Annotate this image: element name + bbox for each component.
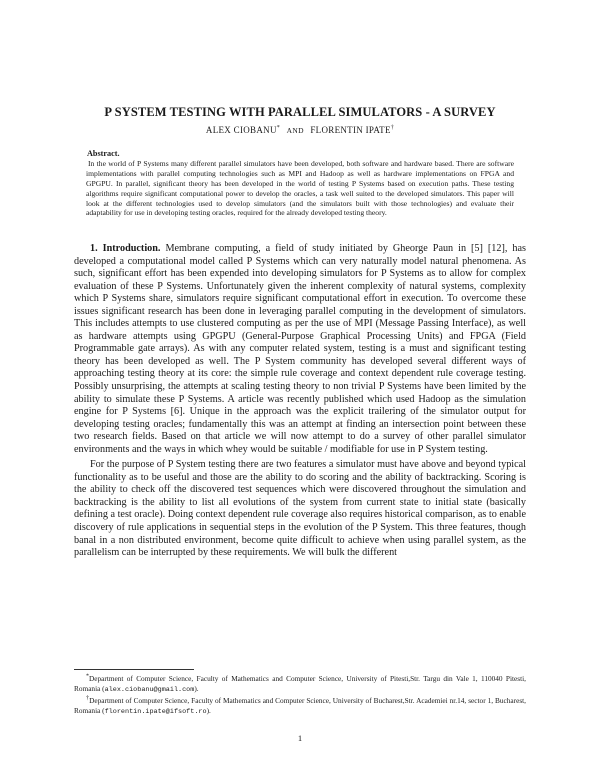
footnote-email: florentin.ipate@ifsoft.ro: [104, 707, 207, 716]
author-name: ALEX CIOBANU: [205, 125, 277, 135]
footnote-text: Department of Computer Science, Faculty of Mathematics and Computer Science, University of Bucharest,Str. Academiei nr.14, sector 1, Bucharest, Romania (: [74, 696, 527, 715]
paper-title: P SYSTEM TESTING WITH PARALLEL SIMULATORS - A SURVEY: [104, 105, 496, 119]
body-paragraph: [74, 243, 526, 456]
footnote: [74, 674, 526, 695]
footnotes: [74, 674, 526, 717]
footnote-end: ).: [206, 705, 211, 715]
footnote-text: Department of Computer Science, Faculty of Mathematics and Computer Science, University of Pitesti,Str. Targu din Vale 1, 110040 Pitesti, Romania (: [74, 674, 526, 693]
author-name: FLORENTIN IPATE: [310, 125, 391, 135]
section-heading: 1. Introduction.: [90, 243, 161, 254]
author-footnote-mark: †: [390, 125, 395, 131]
footnote: [74, 696, 526, 717]
footnote-mark: †: [86, 695, 90, 702]
author-footnote-mark: *: [276, 125, 281, 131]
abstract-heading: Abstract.: [87, 149, 120, 158]
author-line: [0, 125, 600, 135]
footnote-email: alex.ciobanu@gmail.com: [104, 685, 195, 694]
footnote-rule: [74, 669, 194, 670]
author-joiner: AND: [286, 126, 304, 135]
paragraph-text: Membrane computing, a field of study initiated by Gheorge Paun in [5] [12], has developed a computational model called P Systems which can very naturally model natural phenomena. As such, significant effort has been expended into developing simulators for P Systems as to allow for complex evaluation of these P Systems. Unfortunately given the inherent complexity of natural systems, complexity which P Systems share, simulators require significant computational effort in execution. To overcome these issues significant research has been done in leveraging parallel computing in the development of simulators. This includes attempts to use clustered computing as per the use of MPI (Message Passing Interface), as well as hardware attempts using GPGPU (General-Purpose Graphical Processing Units) and FPGA (Field Programmable gate arrays). As with any computer related system, testing is a must and significant testing theory has been developed as well. The P System community has developed several different ways of approaching testing theory at its core: the simple rule coverage and context dependent rule coverage testing. Possibly unsurprising, the attempts at scaling testing theory to non trivial P Systems have been limited by the ability to simulate these P Systems. A article was recently published which used Hadoop as the simulation engine for P Systems [6]. Unique in the approach was the explicit trailering of the simulator output for developing testing oracles; fundamentally this was an attempt at finding an intersection point between these two research fields. Based on that article we will now attempt to do a survey of other parallel simulator environments and the ways in which whey would be suitable / modifiable for use in P System testing.: [74, 243, 526, 455]
footnote-mark: *: [86, 673, 89, 680]
section-introduction: [74, 243, 526, 560]
abstract-block: [86, 149, 514, 218]
page-number: 1: [297, 733, 303, 743]
body-paragraph: For the purpose of P System testing there are two features a simulator must have above and beyond typical functionality as to be useful and those are the ability to do scoring and the ability of backtracking. Scoring is the ability to check off the discovered test sequences which were discovered throughout the simulation and backtracking is the ability to list all evolutions of the system from current state to initial state (basically defining a test oracle). Doing context dependent rule coverage also requires historical comparison, as to enable discovery of rule applications in sequential steps in the evolution of the P System. This three features, though banal in a non distributed environment, become quite difficult to achieve when using parallel system, as the parallelism can be interrupted by these requirements. We will bulk the different: [74, 459, 526, 559]
footnote-end: ).: [194, 683, 199, 693]
abstract-text: In the world of P Systems many different parallel simulators have been developed, both software and hardware based. There are software implementations with parallel computing technologies such as MPI and Hadoop as well as hardware implementations on FPGA and GPGPU. In parallel, significant theory has been developed in the world of testing P Systems based on execution paths. These testing algorithms require significant computational power to develop the oracles, a task well suited to the developed simulators. This paper will look at the different technologies used to develop simulators (and the simulators built with those technologies) and evaluate their adaptability for use in developing testing oracles, required for the already developed testing theory.: [86, 158, 514, 218]
